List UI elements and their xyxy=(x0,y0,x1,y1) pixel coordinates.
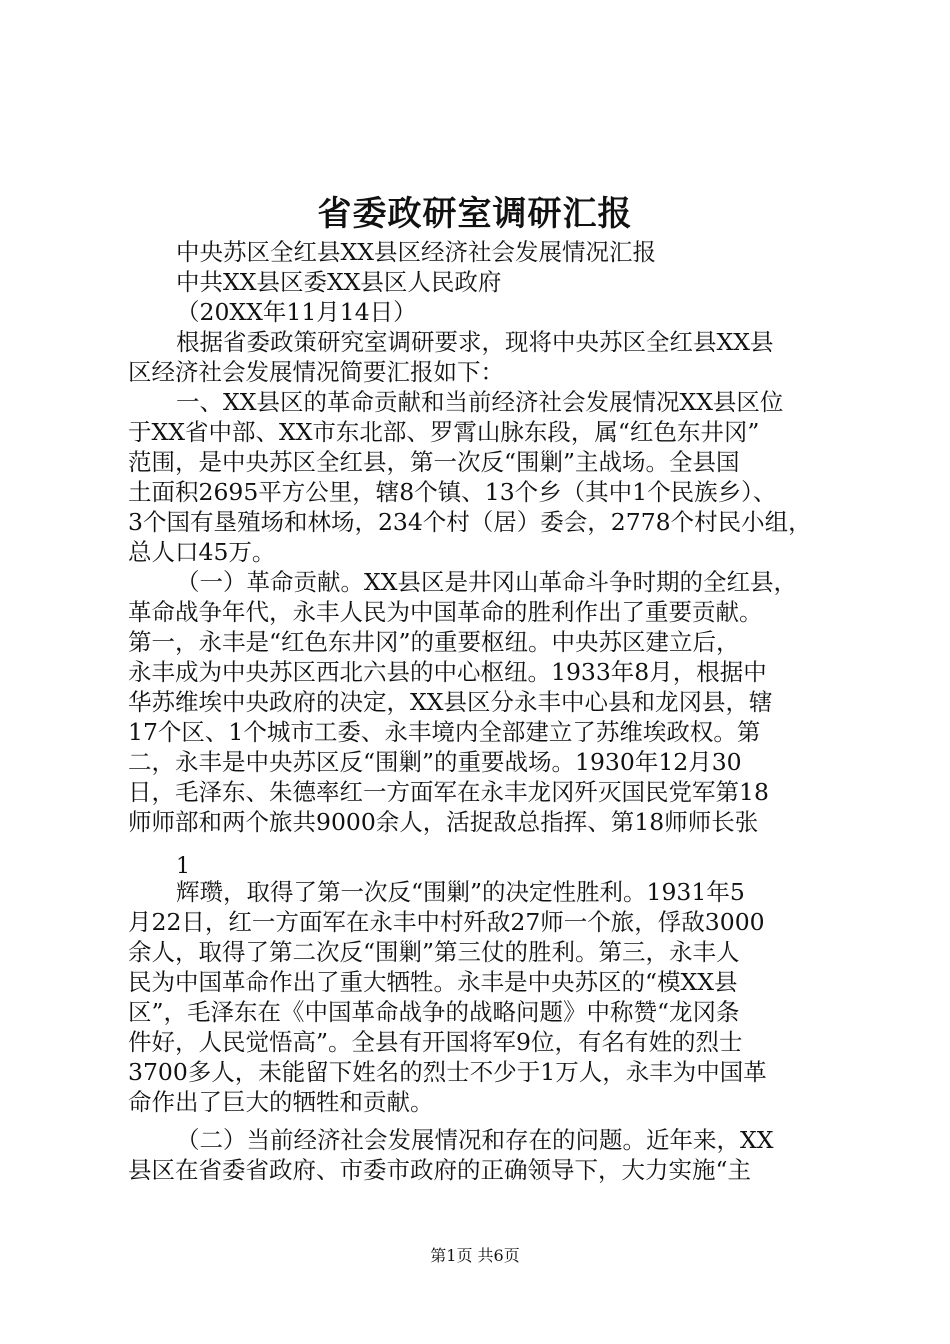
paragraph-line: 民为中国革命作出了重大牺牲。永丰是中央苏区的“模XX县 xyxy=(128,968,738,996)
paragraph-line: 3个国有垦殖场和林场，234个村（居）委会，2778个村民小组， xyxy=(128,508,812,536)
paragraph-line: 日，毛泽东、朱德率红一方面军在永丰龙冈歼灭国民党军第18 xyxy=(128,778,769,806)
paragraph-line: 革命战争年代，永丰人民为中国革命的胜利作出了重要贡献。 xyxy=(128,598,763,626)
paragraph-line: 3700多人，未能留下姓名的烈士不少于1万人，永丰为中国革 xyxy=(128,1058,767,1086)
paragraph-line: 县区在省委省政府、市委市政府的正确领导下，大力实施“主 xyxy=(128,1156,752,1184)
paragraph-line: 17个区、1个城市工委、永丰境内全部建立了苏维埃政权。第 xyxy=(128,718,761,746)
paragraph-line: 辉瓒，取得了第一次反“围剿”的决定性胜利。1931年5 xyxy=(176,878,745,906)
paragraph-line: 永丰成为中央苏区西北六县的中心枢纽。1933年8月，根据中 xyxy=(128,658,767,686)
paragraph-line: （一）革命贡献。XX县区是井冈山革命斗争时期的全红县， xyxy=(176,568,797,596)
paragraph-line: 区”，毛泽东在《中国革命战争的战略问题》中称赞“龙冈条 xyxy=(128,998,740,1026)
page-marker: 1 xyxy=(176,854,190,879)
page-footer: 第1页 共6页 xyxy=(430,1246,520,1265)
paragraph-line: （二）当前经济社会发展情况和存在的问题。近年来，XX xyxy=(176,1126,774,1154)
paragraph-line: 余人，取得了第二次反“围剿”第三仗的胜利。第三，永丰人 xyxy=(128,938,740,966)
paragraph-line: 件好，人民觉悟高”。全县有开国将军9位，有名有姓的烈士 xyxy=(128,1028,743,1056)
paragraph-line: 土面积2695平方公里，辖8个镇、13个乡（其中1个民族乡）、 xyxy=(128,478,777,506)
paragraph-line: 二，永丰是中央苏区反“围剿”的重要战场。1930年12月30 xyxy=(128,748,742,776)
paragraph-line: 月22日，红一方面军在永丰中村歼敌27师一个旅，俘敌3000 xyxy=(128,908,765,936)
paragraph-line: 第一，永丰是“红色东井冈”的重要枢纽。中央苏区建立后， xyxy=(128,628,740,656)
paragraph-line: 区经济社会发展情况简要汇报如下： xyxy=(128,358,504,386)
paragraph-line: 总人口45万。 xyxy=(128,538,276,566)
paragraph-line: 一、XX县区的革命贡献和当前经济社会发展情况XX县区位 xyxy=(176,388,784,416)
paragraph-line: 师师部和两个旅共9000余人，活捉敌总指挥、第18师师长张 xyxy=(128,808,759,836)
author-line: 中共XX县区委XX县区人民政府 xyxy=(176,268,502,296)
document-title: 省委政研室调研汇报 xyxy=(317,194,633,234)
paragraph-line: 命作出了巨大的牺牲和贡献。 xyxy=(128,1088,434,1116)
subtitle-line: 中央苏区全红县XX县区经济社会发展情况汇报 xyxy=(176,238,656,266)
paragraph-line: 华苏维埃中央政府的决定，XX县区分永丰中心县和龙冈县，辖 xyxy=(128,688,773,716)
paragraph-line: 于XX省中部、XX市东北部、罗霄山脉东段，属“红色东井冈” xyxy=(128,418,760,446)
paragraph-line: 范围，是中央苏区全红县，第一次反“围剿”主战场。全县国 xyxy=(128,448,740,476)
paragraph-line: 根据省委政策研究室调研要求，现将中央苏区全红县XX县 xyxy=(176,328,774,356)
date-line: （20XX年11月14日） xyxy=(176,298,417,326)
